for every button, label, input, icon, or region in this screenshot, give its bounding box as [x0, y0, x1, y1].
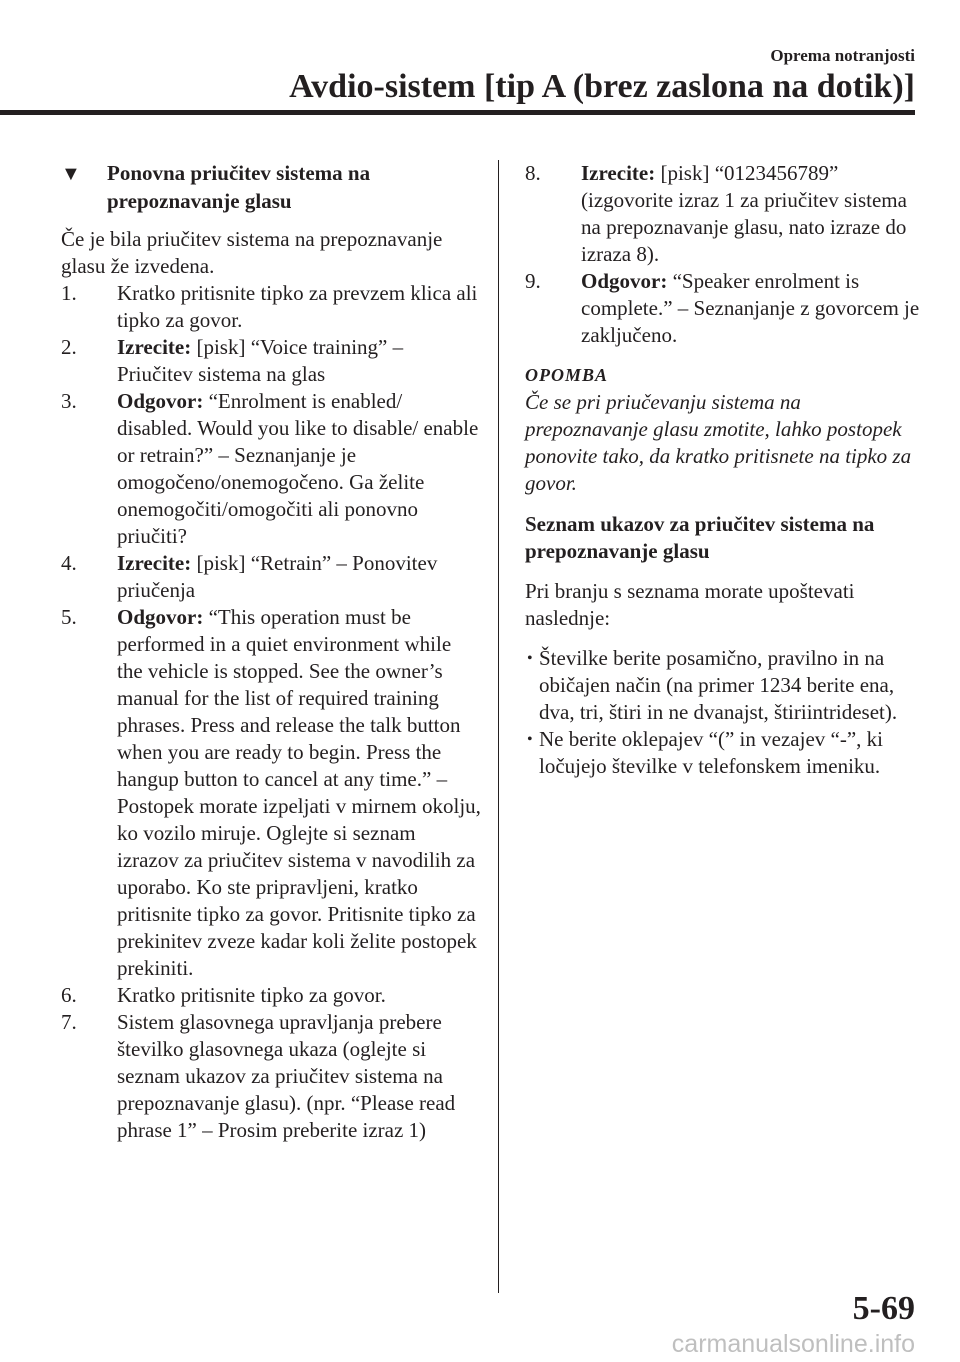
bullet-dot-icon: • — [527, 731, 533, 748]
steps-list-right — [525, 160, 925, 349]
list-item: • Ne berite oklepajev “(” in vezajev “-”, ki ločujejo številke v telefonskem imeniku. — [527, 727, 883, 778]
list-item: 7. Sistem glasovnega upravljanja prebere številko glasovnega ukaza (oglejte si seznam ukazov za priučitev sistema na prepoznavanje glasu). (npr. “Please read phrase 1” – Prosim preberite izraz 1) — [61, 1010, 456, 1142]
page-number: 5-69 — [852, 1290, 915, 1327]
list-item: 5. Odgovor: “This operation must be performed in a quiet environment while the vehicle is stopped. See the owner’s manual for the list of required training phrases. Press and release the talk button when you are ready to begin. Press the hangup button to cancel at any time.” – Postopek morate izpeljati v mirnem okolju, ko vozilo miruje. Oglejte si seznam izrazov za priučitev sistema v navodilih za uporabo. Ko ste pripravljeni, kratko pritisnite tipko za govor. Pritisnite tipko za prekinitev zveze kadar koli želite postopek prekiniti. — [61, 605, 481, 980]
bullet-list — [525, 645, 925, 780]
subheading: Seznam ukazov za priučitev sistema na prepoznavanje glasu — [525, 512, 875, 563]
list-item: 1. Kratko pritisnite tipko za prevzem klica ali tipko za govor. — [61, 281, 478, 332]
note-body: Če se pri priučevanju sistema na prepoznavanje glasu zmotite, lahko postopek ponovite tako, da kratko pritisnete na tipko za govor. — [525, 390, 912, 495]
section-heading: ▼ Ponovna priučitev sistema na prepoznavanje glasu — [61, 161, 371, 213]
list-item: 9. Odgovor: “Speaker enrolment is complete.” – Seznanjanje z govorcem je zaključeno. — [525, 269, 920, 347]
steps-list-left — [61, 280, 481, 1144]
list-item: 3. Odgovor: “Enrolment is enabled/ disabled. Would you like to disable/ enable or retrain?” – Seznanjanje je omogočeno/onemogočeno. Ga želite onemogočiti/omogočiti ali ponovno priučiti? — [61, 389, 479, 548]
column-divider — [498, 160, 499, 1293]
note-title: OPOMBA — [525, 365, 609, 385]
paragraph: Pri branju s seznama morate upoštevati naslednje: — [525, 579, 855, 630]
bullet-dot-icon: • — [527, 650, 533, 667]
list-item: 4. Izrecite: [pisk] “Retrain” – Ponovitev priučenja — [61, 551, 438, 602]
list-item: • Številke berite posamično, pravilno in na običajen način (na primer 1234 berite ena, dva, tri, štiri in ne dvanajst, štiriintrideset). — [527, 646, 898, 724]
left-column — [61, 160, 481, 1144]
watermark: carmanualsonline.info — [671, 1330, 915, 1358]
intro-text: Če je bila priučitev sistema na prepoznavanje glasu že izvedena. — [61, 227, 443, 278]
page-title: Avdio-sistem [tip A (brez zaslona na dotik)] — [289, 68, 915, 105]
section-label: Oprema notranjosti — [770, 46, 915, 65]
header-rule — [0, 110, 915, 115]
triangle-down-icon: ▼ — [61, 163, 81, 185]
right-column — [525, 160, 925, 780]
list-item: 2. Izrecite: [pisk] “Voice training” – Priučitev sistema na glas — [61, 335, 404, 386]
list-item: 6. Kratko pritisnite tipko za govor. — [61, 983, 386, 1007]
list-item: 8. Izrecite: [pisk] “0123456789” (izgovorite izraz 1 za priučitev sistema na prepoznavanje glasu, nato izraze do izraza 8). — [525, 161, 907, 266]
